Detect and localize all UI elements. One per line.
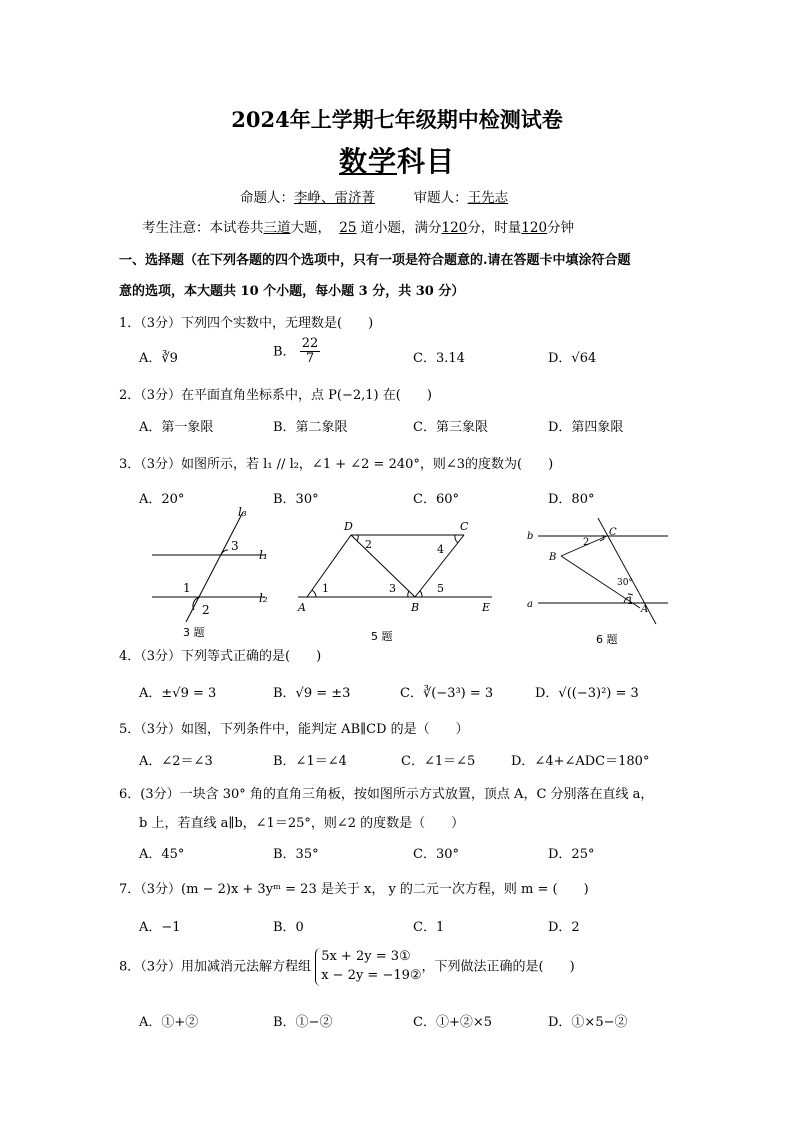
- q7-option-b: B．0: [273, 920, 304, 935]
- q2-option-c: C．第三象限: [413, 420, 488, 435]
- label-a: A: [298, 601, 306, 614]
- q4-option-a: A．±√9 = 3: [139, 686, 217, 701]
- q3-option-d: D．80°: [548, 492, 595, 507]
- q2-stem: 2．（3分）在平面直角坐标系中，点 P(−2,1) 在( ): [119, 388, 432, 403]
- notice-d: 分，时量: [467, 220, 522, 236]
- angle-30-arc: [628, 594, 633, 595]
- q1-option-b: [273, 337, 320, 367]
- q6-option-d: D．25°: [548, 847, 595, 862]
- angle-2-arc: [193, 597, 200, 610]
- q6-stem-line2: b 上，若直线 a∥b，∠1＝25°，则∠2 的度数是（ ）: [139, 816, 465, 831]
- q1-stem: 1．（3分）下列四个实数中，无理数是( ): [119, 316, 374, 331]
- equation-2: x − 2y = −19②: [321, 967, 422, 983]
- label-angle-3: 3: [389, 582, 396, 595]
- label-angle-4: 4: [437, 543, 444, 556]
- q1-option-d: D．√64: [548, 351, 597, 366]
- angle-2-arc: [357, 535, 358, 541]
- authors-line: [240, 186, 508, 206]
- q6-option-c: C．30°: [413, 847, 459, 862]
- label-l3: l₃: [238, 505, 247, 519]
- numerator: 22: [301, 336, 319, 351]
- angle-4-arc: [455, 535, 458, 543]
- label-l2: l₂: [259, 591, 268, 605]
- q3-option-a: A．20°: [139, 492, 185, 507]
- label-b: B: [549, 552, 557, 563]
- label-angle-2: 2: [583, 537, 590, 548]
- q5-stem: 5．（3分）如图，下列条件中，能判定 AB∥CD 的是（ ）: [119, 722, 469, 737]
- segment-ad: [307, 535, 351, 597]
- denominator: 7: [305, 351, 315, 367]
- q8-option-b: B．①−②: [273, 1015, 333, 1030]
- figure-6-caption: 6 题: [596, 633, 618, 646]
- equation-system: [315, 948, 421, 986]
- q5-option-d: D．∠4+∠ADC＝180°: [511, 754, 650, 769]
- label-angle-5: 5: [437, 582, 444, 595]
- label-angle-1: 1: [322, 582, 329, 595]
- figures-row: [0, 500, 794, 650]
- notice-e: 分钟: [547, 220, 575, 236]
- label-d: D: [344, 520, 353, 533]
- notice-parts: 三道: [263, 220, 291, 236]
- authors-label: 命题人：: [240, 190, 294, 206]
- label-c: C: [609, 527, 617, 538]
- q4-option-c: C．∛(−3³) = 3: [400, 686, 494, 701]
- fraction: [300, 337, 321, 367]
- section-heading-line1: 一、选择题（在下列各题的四个选项中，只有一项是符合题意的.请在答题卡中填涂符合题: [119, 253, 631, 268]
- reviewer: 王先志: [467, 190, 509, 206]
- figure-6: [538, 518, 668, 624]
- label-angle-1: 1: [627, 596, 634, 607]
- q6-stem-line1: 6．(3分）一块含 30° 角的直角三角板，按如图所示方式放置，顶点 A，C 分别落在直线 a，: [119, 787, 654, 802]
- authors: 李峥、雷济菁: [294, 190, 375, 206]
- q3-option-c: C．60°: [413, 492, 459, 507]
- q1-option-a: A．∛9: [139, 351, 178, 366]
- reviewer-label: 审题人：: [413, 190, 468, 206]
- q8-option-d: D．①×5−②: [548, 1015, 628, 1030]
- equation-1: 5x + 2y = 3①: [321, 949, 411, 964]
- q4-stem: 4．（3分）下列等式正确的是( ): [119, 649, 322, 664]
- notice-a: 考生注意：本试卷共: [142, 220, 264, 236]
- label-line-a: a: [527, 599, 533, 610]
- q2-option-d: D．第四象限: [548, 420, 624, 435]
- angle-1-arc: [312, 590, 316, 597]
- notice-line: [142, 216, 574, 236]
- figure-3-caption: 3 题: [183, 626, 205, 639]
- q1-option-c: C．3.14: [413, 351, 465, 366]
- q8-option-a: A．①+②: [139, 1015, 199, 1030]
- q8-stem-b: ，下列做法正确的是( ): [421, 959, 575, 975]
- angle-3-arc: [408, 591, 409, 597]
- q5-option-c: C．∠1＝∠5: [401, 754, 476, 769]
- q6-option-b: B．35°: [273, 847, 319, 862]
- q1-option-b-label: B．: [273, 344, 296, 360]
- label-angle-2: 2: [202, 603, 210, 617]
- angle-5-arc: [420, 591, 422, 597]
- q7-stem: 7．（3分）(m − 2)x + 3yᵐ = 23 是关于 x， y 的二元一次方程，则 m = ( ): [119, 882, 589, 897]
- q6-option-a: A．45°: [139, 847, 185, 862]
- q3-stem: 3．（3分）如图所示，若 l₁ // l₂，∠1 + ∠2 = 240°，则∠3的度数为( ): [119, 457, 554, 472]
- q3-option-b: B．30°: [273, 492, 319, 507]
- notice-count: 25: [339, 220, 357, 236]
- q7-option-a: A．−1: [139, 920, 181, 935]
- label-l1: l₁: [259, 548, 268, 562]
- q8-stem-a: 8．（3分）用加减消元法解方程组: [119, 959, 312, 975]
- subject-rest: 科目: [397, 145, 456, 178]
- q4-option-b: B．√9 = ±3: [273, 686, 351, 701]
- q4-option-d: D．√((−3)²) = 3: [535, 686, 639, 701]
- label-angle-2: 2: [365, 538, 372, 551]
- q5-option-b: B．∠1＝∠4: [273, 754, 347, 769]
- label-a: A: [641, 604, 649, 615]
- q7-option-c: C．1: [413, 920, 445, 935]
- q5-option-a: A．∠2＝∠3: [139, 754, 213, 769]
- q2-option-b: B．第二象限: [273, 420, 348, 435]
- figure-5-caption: 5 题: [371, 630, 393, 643]
- line-l3: [186, 512, 243, 622]
- label-b: B: [411, 601, 420, 614]
- label-angle-3: 3: [231, 539, 239, 553]
- q7-option-d: D．2: [548, 920, 580, 935]
- label-angle-1: 1: [183, 581, 191, 595]
- q8-stem: [119, 948, 575, 986]
- label-c: C: [460, 520, 469, 533]
- subject-underlined: 数学: [338, 145, 397, 178]
- notice-c: 道小题，满分: [360, 220, 442, 236]
- notice-time: 120: [521, 220, 548, 236]
- notice-score: 120: [441, 220, 468, 236]
- q2-option-a: A．第一象限: [139, 420, 214, 435]
- label-line-b: b: [527, 531, 534, 542]
- notice-b: 大题，: [290, 220, 331, 236]
- label-angle-30: 30°: [617, 578, 633, 588]
- section-heading-line2: 意的选项，本大题共 10 个小题，每小题 3 分，共 30 分）: [119, 284, 465, 299]
- subject-title: [0, 140, 794, 180]
- angle-3-arc: [221, 550, 228, 555]
- exam-title: 2024年上学期七年级期中检测试卷: [231, 107, 563, 132]
- segment-db: [351, 535, 415, 597]
- q8-option-c: C．①+②×5: [413, 1015, 493, 1030]
- label-e: E: [482, 601, 491, 614]
